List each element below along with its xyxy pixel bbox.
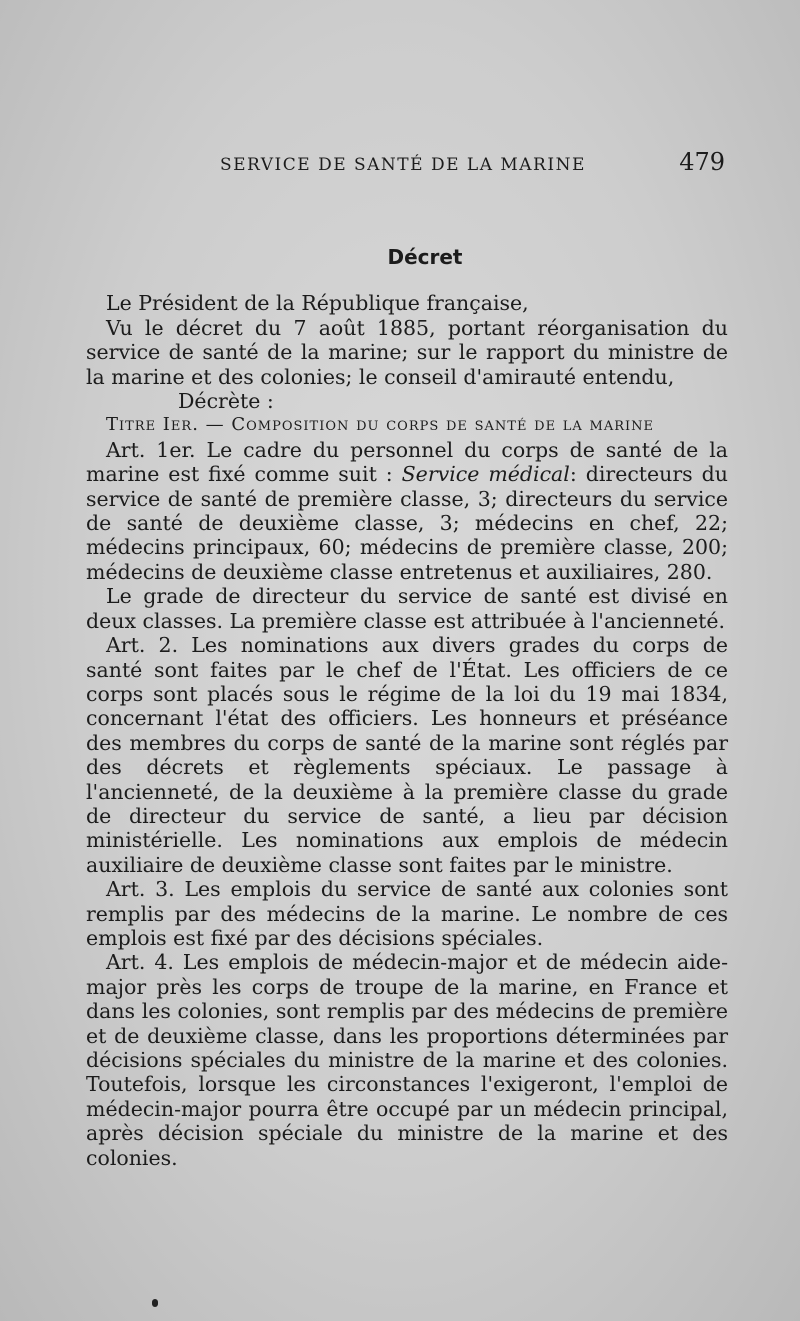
article-1-grade: Le grade de directeur du service de santé est divisé en deux classes. La première classe est attribuée à l'ancienneté.	[86, 584, 728, 633]
page-number: 479	[679, 148, 725, 176]
article-1	[86, 438, 728, 584]
titre-heading: Titre Ier. — Composition du corps de santé de la marine	[106, 414, 655, 436]
article-3: Art. 3. Les emplois du service de santé aux colonies sont remplis par des médecins de la marine. Le nombre de ces emplois est fixé par des décisions spéciales.	[86, 877, 728, 950]
article-2: Art. 2. Les nominations aux divers grades du corps de santé sont faites par le chef de l'État. Les officiers de ce corps sont placés sous le régime de la loi du 19 mai 1834, concernant l'état des officiers. Les honneurs et préséance des membres du corps de santé de la marine sont réglés par des décrets et règlements spéciaux. Le passage à l'ancienneté, de la deuxième à la première classe du grade de directeur du service de santé, a lieu par décision ministérielle. Les nominations aux emplois de médecin auxiliaire de deuxième classe sont faites par le ministre.	[86, 633, 728, 877]
body-text	[86, 245, 728, 1170]
ink-mark	[152, 1299, 158, 1307]
preamble: Le Président de la République française,	[106, 291, 529, 316]
article-1-service-medical: Service médical	[401, 462, 570, 487]
vu-paragraph: Vu le décret du 7 août 1885, portant réorganisation du service de santé de la marine; sur le rapport du ministre de la marine et des colonies; le conseil d'amirauté entendu,	[86, 315, 728, 389]
page-header	[220, 148, 725, 176]
decrete-line: Décrète :	[178, 389, 274, 414]
article-4: Art. 4. Les emplois de médecin-major et de médecin aide-major près les corps de troupe de la marine, en France et dans les colonies, sont remplis par des médecins de première et de deuxième classe, dans les proportions déterminées par décisions spéciales du ministre de la marine et des colonies. Toutefois, lorsque les circonstances l'exigeront, l'emploi de médecin-major pourra être occupé par un médecin principal, après décision spéciale du ministre de la marine et des colonies.	[86, 950, 728, 1170]
decret-title: Décret	[387, 245, 463, 269]
running-title: SERVICE DE SANTÉ DE LA MARINE	[220, 155, 586, 175]
article-1-list: : directeurs du service de santé de première classe, 3; directeurs du service de santé de deuxième classe, 3; médecins en chef, 22; médecins principaux, 60; médecins de première classe, 200; médecins de deuxième classe entretenus et auxiliaires, 280.	[86, 462, 728, 584]
article-1-intro: Art. 1er. Le cadre du personnel du corps de santé de la marine est fixé comme suit :	[86, 437, 728, 487]
